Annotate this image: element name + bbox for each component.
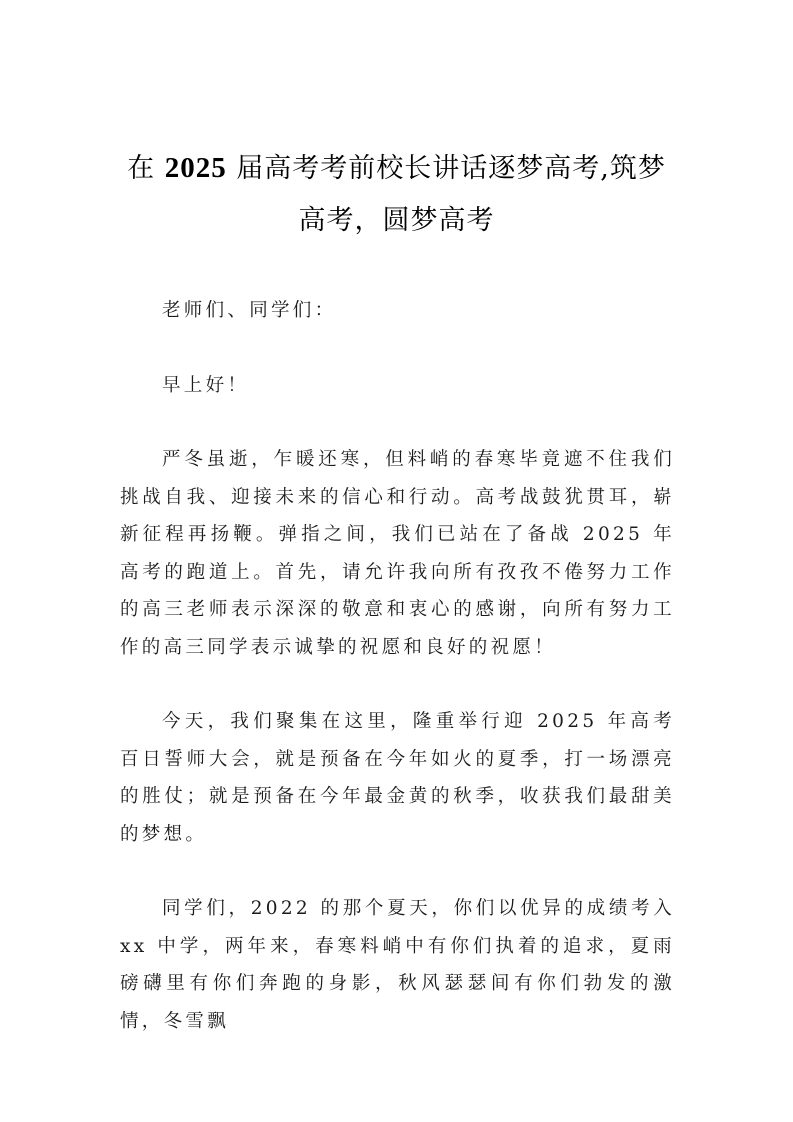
- title-prefix: 在: [127, 153, 165, 185]
- title-line-2: 高考，圆梦高考: [298, 205, 495, 237]
- title-year: 2025: [164, 152, 227, 185]
- greeting: 早上好！: [162, 374, 250, 396]
- title-line-1: [110, 142, 683, 195]
- paragraph-2: 今天，我们聚集在这里，隆重举行迎 2025 年高考百日誓师大会，就是预备在今年如火的夏季，打一场漂亮的胜仗；就是预备在今年最金黄的秋季，收获我们最甜美的梦想。: [120, 711, 675, 845]
- title-suffix: 届高考考前校长讲话逐梦高考,筑梦: [226, 153, 666, 185]
- document-title: [110, 142, 683, 247]
- paragraph-3: 同学们，2022 的那个夏天，你们以优异的成绩考入 xx 中学，两年来，春寒料峭中有你们执着的追求，夏雨磅礴里有你们奔跑的身影，秋风瑟瑟间有你们勃发的激情，冬雪飘: [120, 898, 675, 1032]
- document-body: [120, 292, 675, 1040]
- salutation: 老师们、同学们：: [162, 300, 337, 321]
- paragraph-1: 严冬虽逝，乍暖还寒，但料峭的春寒毕竟遮不住我们挑战自我、迎接未来的信心和行动。高考战鼓犹贯耳，崭新征程再扬鞭。弹指之间，我们已站在了备战 2025 年高考的跑道上。首先，请允许我向所有孜孜不倦努力工作的高三老师表示深深的敬意和衷心的感谢，向所有努力工作的高三同学表示诚挚的祝愿和良好的祝愿！: [120, 449, 675, 658]
